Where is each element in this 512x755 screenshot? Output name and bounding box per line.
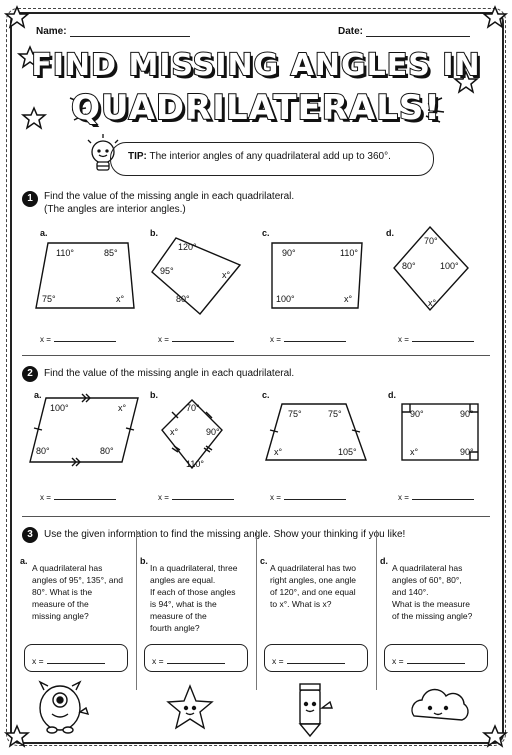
question-line: and 140°. xyxy=(392,587,429,597)
answer-label: x = xyxy=(270,335,281,344)
s2-c-angle-4: 105° xyxy=(338,447,357,457)
answer-label: x = xyxy=(158,493,169,502)
s1-b-angle-4: 80° xyxy=(176,294,190,304)
s2-c-angle-3: x° xyxy=(274,447,283,457)
s1-b-angle-3: x° xyxy=(222,270,231,280)
s2-d-angle-2: 90° xyxy=(460,409,474,419)
question-line: missing angle? xyxy=(32,611,89,621)
s2-c-angle-1: 75° xyxy=(288,409,302,419)
s3-c-letter: c. xyxy=(260,556,268,566)
s2-d-letter: d. xyxy=(388,390,396,400)
s2-b-letter: b. xyxy=(150,390,158,400)
question-line: measure of the xyxy=(32,599,89,609)
s1-a-angle-4: x° xyxy=(116,294,125,304)
answer-label: x = xyxy=(152,656,164,666)
s1-b-angle-2: 95° xyxy=(160,266,174,276)
s2-a-angle-3: 80° xyxy=(36,446,50,456)
section-1-instruction-line1: Find the value of the missing angle in each quadrilateral. xyxy=(44,191,295,202)
section-2-number: 2 xyxy=(22,366,38,382)
s1-c-angle-1: 90° xyxy=(282,248,296,258)
question-line: In a quadrilateral, three xyxy=(150,563,238,573)
answer-label: x = xyxy=(398,335,409,344)
question-line: measure of the xyxy=(150,611,207,621)
section-2-instruction: Find the value of the missing angle in each quadrilateral. xyxy=(44,368,295,379)
cloud-icon xyxy=(412,690,468,720)
answer-label: x = xyxy=(270,493,281,502)
tip-body: The interior angles of any quadrilateral add up to 360°. xyxy=(149,151,391,162)
section-3-instruction: Use the given information to find the missing angle. Show your thinking if you like! xyxy=(44,529,406,540)
question-line: 80°. What is the xyxy=(32,587,93,597)
section-1-instruction-line2: (The angles are interior angles.) xyxy=(44,204,186,215)
question-line: to x°. What is x? xyxy=(270,599,332,609)
tip-label: TIP: xyxy=(128,151,147,162)
s1-d-angle-1: 70° xyxy=(424,236,438,246)
s1-d-angle-2: 80° xyxy=(402,261,416,271)
s1-c-letter: c. xyxy=(262,228,270,238)
s2-a-angle-2: x° xyxy=(118,403,127,413)
s2-c-letter: c. xyxy=(262,390,270,400)
section-3-number: 3 xyxy=(22,527,38,543)
question-line: right angles, one angle xyxy=(270,575,357,585)
title-line-1: FIND MISSING ANGLES IN xyxy=(31,48,481,83)
monster-icon xyxy=(40,682,88,733)
question-line: A quadrilateral has two xyxy=(270,563,356,573)
s2-a-angle-4: 80° xyxy=(100,446,114,456)
s1-c-angle-3: 100° xyxy=(276,294,295,304)
section-1-number: 1 xyxy=(22,191,38,207)
question-line: of 120°, and one equal xyxy=(270,587,356,597)
s3-a-letter: a. xyxy=(20,556,28,566)
question-line: A quadrilateral has xyxy=(32,563,103,573)
question-line: If each of those angles xyxy=(150,587,236,597)
question-line: of the missing angle? xyxy=(392,611,473,621)
s1-a-letter: a. xyxy=(40,228,48,238)
s2-b-angle-2: x° xyxy=(170,427,179,437)
question-line: is 94°, what is the xyxy=(150,599,217,609)
s2-b-angle-4: 110° xyxy=(186,459,204,469)
question-line: A quadrilateral has xyxy=(392,563,463,573)
s2-b-angle-1: 70° xyxy=(186,403,200,413)
s3-d-letter: d. xyxy=(380,556,388,566)
answer-label: x = xyxy=(392,656,404,666)
date-label: Date: xyxy=(338,26,364,37)
s2-c-angle-2: 75° xyxy=(328,409,342,419)
s1-d-letter: d. xyxy=(386,228,394,238)
s2-d-angle-3: x° xyxy=(410,447,419,457)
question-line: fourth angle? xyxy=(150,623,200,633)
s1-b-angle-1: 120° xyxy=(178,242,197,252)
s1-d-angle-4: x° xyxy=(428,298,437,308)
s2-a-letter: a. xyxy=(34,390,42,400)
answer-label: x = xyxy=(398,493,409,502)
question-line: What is the measure xyxy=(392,599,470,609)
s3-b-letter: b. xyxy=(140,556,148,566)
answer-label: x = xyxy=(40,493,51,502)
s1-a-angle-3: 75° xyxy=(42,294,56,304)
answer-label: x = xyxy=(32,656,44,666)
answer-label: x = xyxy=(158,335,169,344)
name-label: Name: xyxy=(36,26,67,37)
s2-b-angle-3: 90° xyxy=(206,427,220,437)
question-line: angles of 95°, 135°, and xyxy=(32,575,123,585)
s2-d-angle-4: 90° xyxy=(460,447,474,457)
s2-d-angle-1: 90° xyxy=(410,409,424,419)
s1-b-letter: b. xyxy=(150,228,158,238)
answer-label: x = xyxy=(272,656,284,666)
question-line: angles are equal. xyxy=(150,575,216,585)
s2-a-angle-1: 100° xyxy=(50,403,69,413)
star-icon xyxy=(168,686,212,728)
s1-a-angle-2: 85° xyxy=(104,248,118,258)
s1-a-angle-1: 110° xyxy=(56,248,74,258)
s1-c-angle-2: 110° xyxy=(340,248,358,258)
s1-c-angle-4: x° xyxy=(344,294,353,304)
s1-d-angle-3: 100° xyxy=(440,261,459,271)
title-line-2: QUADRILATERALS! xyxy=(71,88,441,128)
question-line: angles of 60°, 80°, xyxy=(392,575,462,585)
answer-label: x = xyxy=(40,335,51,344)
pencil-character-icon xyxy=(300,684,332,736)
